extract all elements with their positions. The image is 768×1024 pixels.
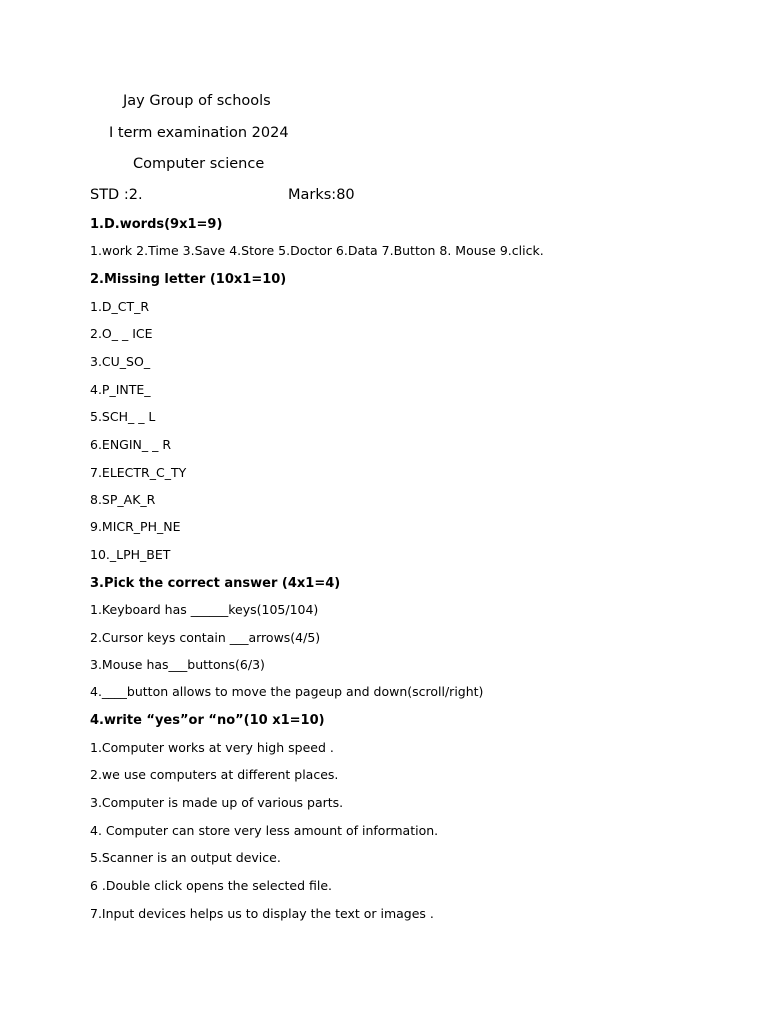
list-item: 3.Mouse has___buttons(6/3)	[90, 657, 265, 672]
list-item: 8.SP_AK_R	[90, 492, 156, 507]
school-name: Jay Group of schools	[123, 93, 271, 109]
section-heading: 1.D.words(9x1=9)	[90, 217, 223, 232]
section-heading: 2.Missing letter (10x1=10)	[90, 272, 287, 287]
list-item: 2.O_ _ ICE	[90, 326, 153, 341]
marks-label: Marks:80	[288, 187, 355, 203]
exam-title: I term examination 2024	[109, 125, 289, 141]
list-item: 7.Input devices helps us to display the text or images .	[90, 906, 434, 921]
list-item: 1.Keyboard has ______keys(105/104)	[90, 602, 319, 617]
list-item: 3.CU_SO_	[90, 354, 151, 369]
list-item: 2.Cursor keys contain ___arrows(4/5)	[90, 630, 321, 645]
list-item: 1.D_CT_R	[90, 299, 150, 314]
list-item: 1.Computer works at very high speed .	[90, 740, 334, 755]
section-heading: 4.write “yes”or “no”(10 x1=10)	[90, 713, 325, 728]
list-item: 4. Computer can store very less amount of information.	[90, 823, 439, 838]
list-item: 5.Scanner is an output device.	[90, 850, 281, 865]
list-item: 6.ENGIN_ _ R	[90, 437, 172, 452]
list-item: 4.____button allows to move the pageup and down(scroll/right)	[90, 684, 484, 699]
list-item: 3.Computer is made up of various parts.	[90, 795, 344, 810]
list-item: 6 .Double click opens the selected file.	[90, 878, 332, 893]
std-label: STD :2.	[90, 187, 143, 203]
list-item: 5.SCH_ _ L	[90, 409, 156, 424]
list-item: 4.P_INTE_	[90, 382, 151, 397]
list-item: 9.MICR_PH_NE	[90, 519, 181, 534]
list-item: 2.we use computers at different places.	[90, 767, 339, 782]
list-item: 10._LPH_BET	[90, 547, 171, 562]
subject-title: Computer science	[133, 156, 265, 172]
list-item: 7.ELECTR_C_TY	[90, 465, 187, 480]
list-item: 1.work 2.Time 3.Save 4.Store 5.Doctor 6.Data 7.Button 8. Mouse 9.click.	[90, 243, 544, 258]
section-heading: 3.Pick the correct answer (4x1=4)	[90, 576, 341, 591]
